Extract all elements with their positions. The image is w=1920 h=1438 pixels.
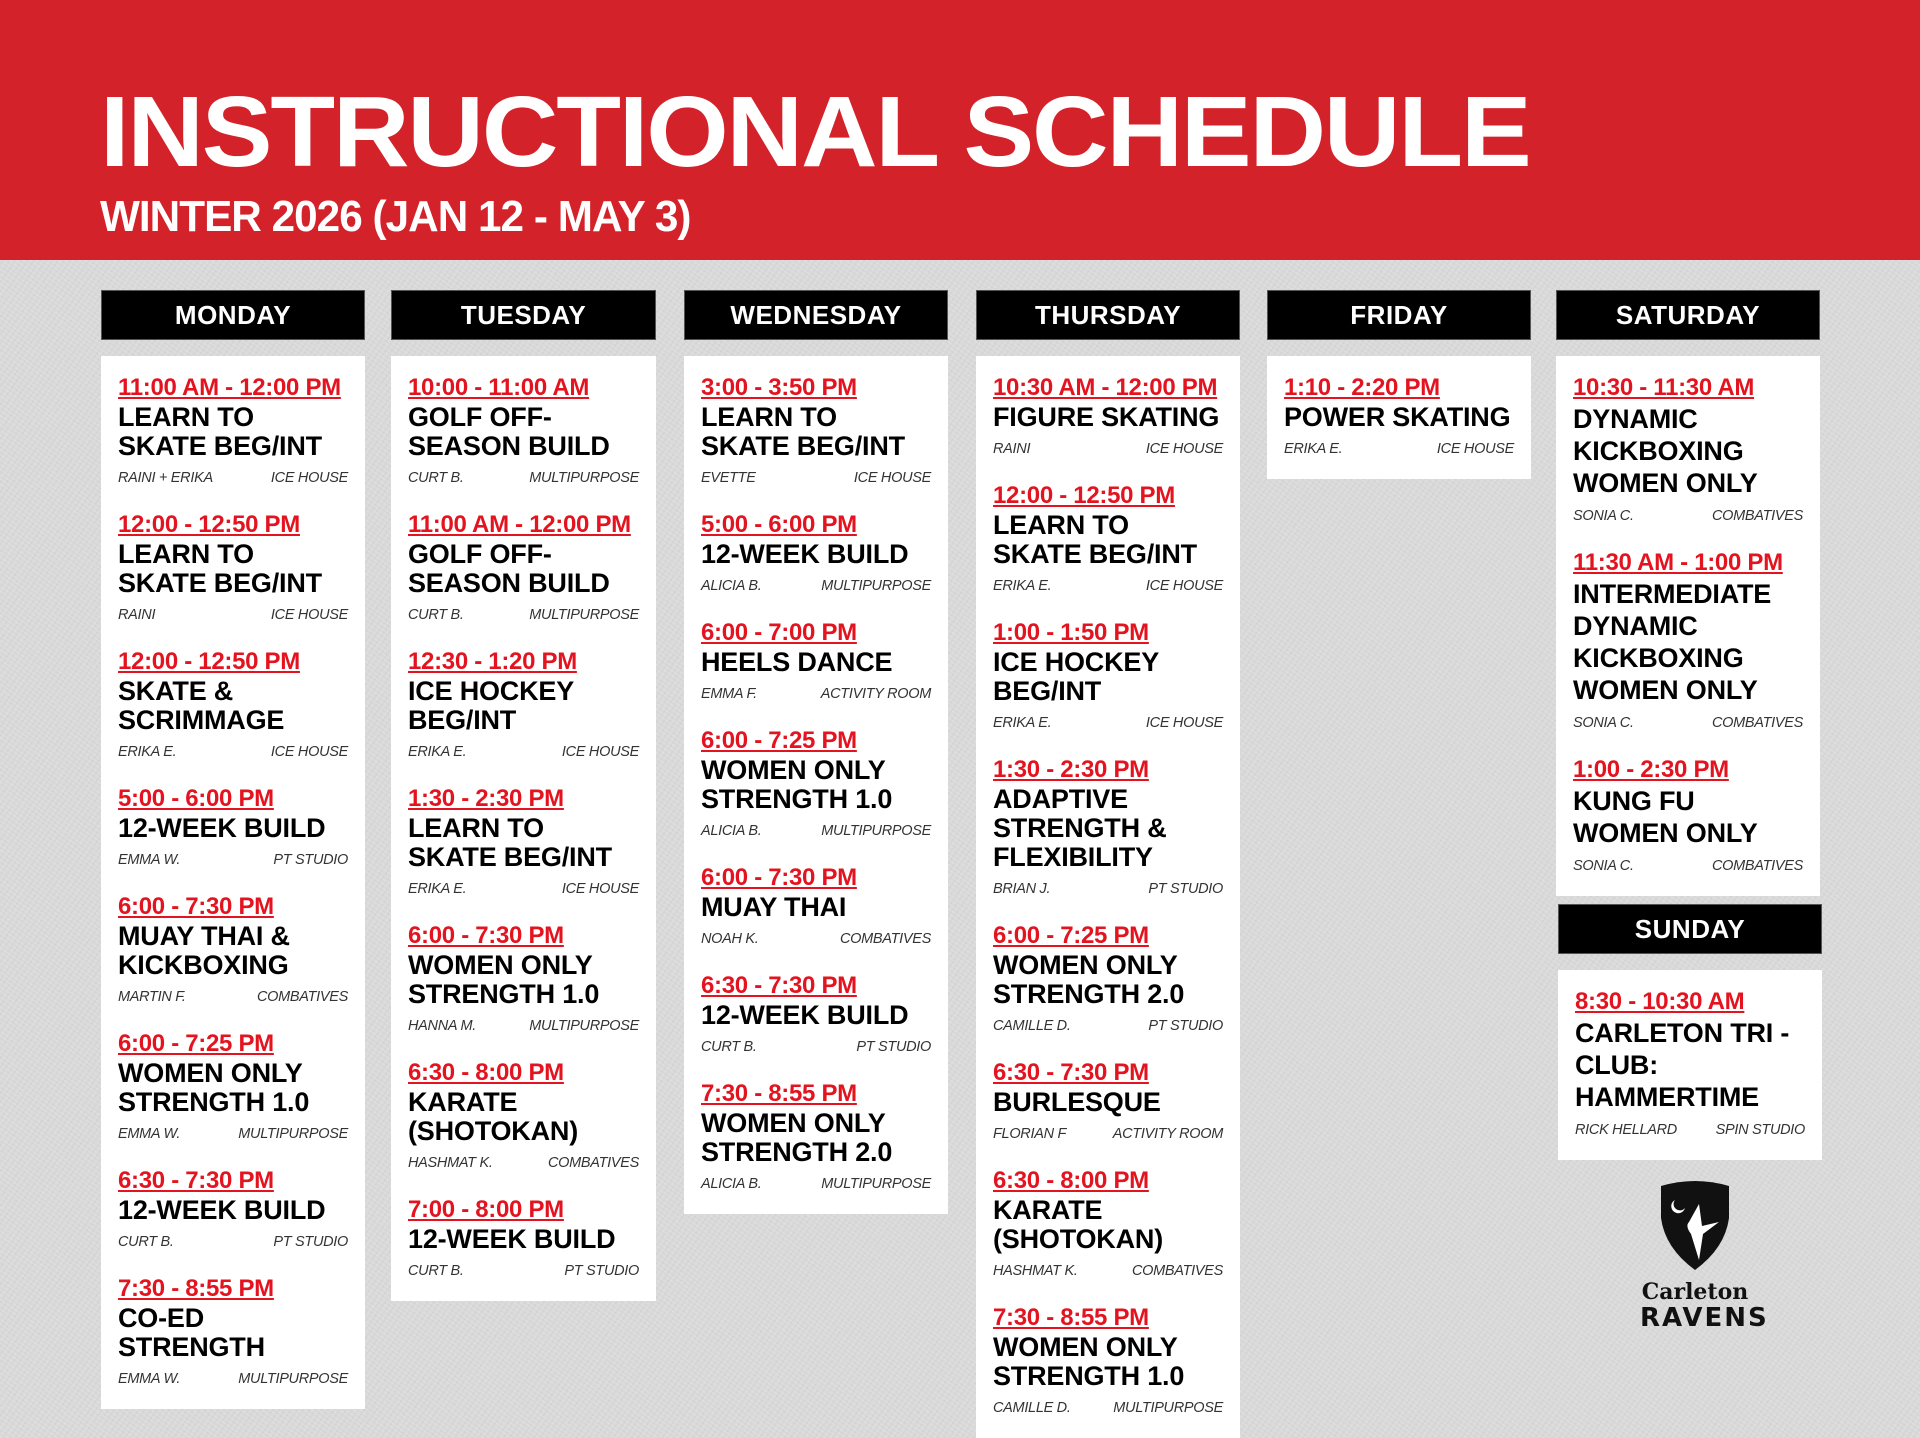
class-meta (993, 1263, 1223, 1279)
class-time: 7:00 - 8:00 PM (408, 1196, 564, 1223)
class-entry (993, 619, 1223, 731)
class-entry (408, 785, 639, 897)
class-entry (408, 922, 639, 1034)
class-time: 7:30 - 8:55 PM (993, 1304, 1149, 1331)
class-time: 11:00 AM - 12:00 PM (408, 511, 631, 538)
class-meta (701, 1039, 931, 1055)
class-entry (118, 1275, 348, 1387)
class-location: ICE HOUSE (1145, 715, 1223, 731)
class-name: MUAY THAI (701, 892, 847, 922)
class-name: CO-ED STRENGTH (118, 1303, 265, 1362)
class-name: WOMEN ONLY STRENGTH 2.0 (993, 950, 1185, 1009)
class-meta (118, 607, 348, 623)
class-entry (993, 374, 1223, 457)
class-meta (1573, 508, 1803, 524)
class-time: 6:00 - 7:25 PM (993, 922, 1149, 949)
column-wednesday (684, 290, 948, 1214)
class-instructor: HASHMAT K. (408, 1155, 493, 1171)
class-meta (701, 931, 931, 947)
class-meta (993, 578, 1223, 594)
class-location: PT STUDIO (273, 1234, 348, 1250)
class-location: MULTIPURPOSE (238, 1371, 348, 1387)
class-name: LEARN TO SKATE BEG/INT (118, 402, 322, 461)
class-time: 10:30 - 11:30 AM (1573, 374, 1755, 401)
class-instructor: SONIA C. (1573, 858, 1634, 874)
class-meta (993, 441, 1223, 457)
class-meta (408, 1263, 639, 1279)
class-name: KARATE (SHOTOKAN) (993, 1195, 1163, 1254)
class-time: 12:00 - 12:50 PM (993, 482, 1175, 509)
class-time: 3:00 - 3:50 PM (701, 374, 857, 401)
class-meta (408, 1018, 639, 1034)
class-entry (993, 1167, 1223, 1279)
class-name: WOMEN ONLY STRENGTH 2.0 (701, 1108, 893, 1167)
class-location: MULTIPURPOSE (821, 823, 931, 839)
class-entry (701, 619, 931, 702)
class-location: ICE HOUSE (1436, 441, 1514, 457)
class-location: ICE HOUSE (1145, 441, 1223, 457)
class-instructor: EMMA F. (701, 686, 757, 702)
class-list-monday (101, 356, 365, 1409)
class-entry (993, 1304, 1223, 1416)
class-location: MULTIPURPOSE (529, 1018, 639, 1034)
class-time: 1:30 - 2:30 PM (993, 756, 1149, 783)
class-name: 12-WEEK BUILD (701, 539, 909, 569)
class-instructor: RAINI (993, 441, 1031, 457)
class-list-saturday (1556, 356, 1820, 896)
header-banner (0, 0, 1920, 260)
class-meta (701, 578, 931, 594)
class-time: 1:10 - 2:20 PM (1284, 374, 1440, 401)
day-header-saturday: SATURDAY (1556, 290, 1820, 340)
class-entry (1284, 374, 1514, 457)
class-location: ACTIVITY ROOM (1112, 1126, 1223, 1142)
class-location: ICE HOUSE (270, 607, 348, 623)
class-name: WOMEN ONLY STRENGTH 1.0 (701, 755, 893, 814)
class-name: GOLF OFF-SEASON BUILD (408, 539, 610, 598)
class-time: 6:30 - 7:30 PM (993, 1059, 1149, 1086)
class-meta (1284, 441, 1514, 457)
class-entry (993, 1059, 1223, 1142)
class-instructor: CURT B. (118, 1234, 174, 1250)
class-instructor: CAMILLE D. (993, 1400, 1071, 1416)
day-header-wednesday: WEDNESDAY (684, 290, 948, 340)
class-name: 12-WEEK BUILD (701, 1000, 909, 1030)
class-location: PT STUDIO (856, 1039, 931, 1055)
class-meta (118, 989, 348, 1005)
class-entry (1573, 374, 1803, 524)
class-meta (701, 470, 931, 486)
class-instructor: ERIKA E. (118, 744, 177, 760)
class-instructor: NOAH K. (701, 931, 759, 947)
class-location: SPIN STUDIO (1715, 1122, 1805, 1138)
class-location: ICE HOUSE (561, 744, 639, 760)
class-entry (408, 1059, 639, 1171)
class-location: PT STUDIO (273, 852, 348, 868)
class-instructor: RAINI + ERIKA (118, 470, 213, 486)
class-entry (701, 972, 931, 1055)
class-name: LEARN TO SKATE BEG/INT (408, 813, 612, 872)
class-name: INTERMEDIATE DYNAMIC KICKBOXING WOMEN ONLY (1573, 579, 1772, 705)
class-name: LEARN TO SKATE BEG/INT (118, 539, 322, 598)
class-name: 12-WEEK BUILD (118, 1195, 326, 1225)
class-entry (118, 893, 348, 1005)
class-time: 1:30 - 2:30 PM (408, 785, 564, 812)
class-instructor: BRIAN J. (993, 881, 1051, 897)
class-name: LEARN TO SKATE BEG/INT (701, 402, 905, 461)
class-time: 1:00 - 2:30 PM (1573, 756, 1729, 783)
class-time: 11:00 AM - 12:00 PM (118, 374, 341, 401)
class-name: ICE HOCKEY BEG/INT (408, 676, 574, 735)
class-entry (1573, 756, 1803, 874)
class-location: COMBATIVES (1712, 858, 1803, 874)
class-location: ACTIVITY ROOM (820, 686, 931, 702)
class-name: ICE HOCKEY BEG/INT (993, 647, 1159, 706)
column-sunday (1558, 904, 1822, 1160)
class-location: ICE HOUSE (561, 881, 639, 897)
class-meta (993, 881, 1223, 897)
class-instructor: HANNA M. (408, 1018, 476, 1034)
day-header-thursday: THURSDAY (976, 290, 1240, 340)
class-meta (993, 1400, 1223, 1416)
class-time: 6:30 - 7:30 PM (701, 972, 857, 999)
class-meta (1573, 715, 1803, 731)
day-header-tuesday: TUESDAY (391, 290, 656, 340)
column-thursday (976, 290, 1240, 1438)
class-time: 12:00 - 12:50 PM (118, 648, 300, 675)
class-name: DYNAMIC KICKBOXING WOMEN ONLY (1573, 404, 1758, 498)
class-name: 12-WEEK BUILD (118, 813, 326, 843)
class-meta (701, 823, 931, 839)
season-subtitle: WINTER 2026 (JAN 12 - MAY 3) (100, 192, 691, 241)
class-time: 6:00 - 7:30 PM (701, 864, 857, 891)
class-meta (118, 1371, 348, 1387)
class-location: COMBATIVES (1132, 1263, 1223, 1279)
class-location: PT STUDIO (1148, 1018, 1223, 1034)
class-meta (408, 881, 639, 897)
class-meta (118, 1126, 348, 1142)
class-location: MULTIPURPOSE (821, 578, 931, 594)
class-entry (701, 1080, 931, 1192)
class-name: 12-WEEK BUILD (408, 1224, 616, 1254)
class-entry (701, 864, 931, 947)
class-location: ICE HOUSE (1145, 578, 1223, 594)
column-tuesday (391, 290, 656, 1301)
class-name: ADAPTIVE STRENGTH & FLEXIBILITY (993, 784, 1167, 872)
class-time: 6:00 - 7:25 PM (118, 1030, 274, 1057)
class-instructor: EMMA W. (118, 1371, 181, 1387)
class-list-tuesday (391, 356, 656, 1301)
class-location: COMBATIVES (257, 989, 348, 1005)
column-friday (1267, 290, 1531, 479)
class-location: ICE HOUSE (270, 744, 348, 760)
class-meta (993, 1126, 1223, 1142)
class-entry (408, 1196, 639, 1279)
class-meta (993, 1018, 1223, 1034)
class-name: WOMEN ONLY STRENGTH 1.0 (118, 1058, 310, 1117)
class-location: COMBATIVES (1712, 715, 1803, 731)
class-name: WOMEN ONLY STRENGTH 1.0 (408, 950, 600, 1009)
class-instructor: RAINI (118, 607, 156, 623)
class-location: ICE HOUSE (270, 470, 348, 486)
class-meta (408, 607, 639, 623)
class-meta (408, 744, 639, 760)
logo-text-ravens: RAVENS (1640, 1303, 1769, 1333)
class-location: MULTIPURPOSE (1113, 1400, 1223, 1416)
class-location: MULTIPURPOSE (529, 470, 639, 486)
class-meta (118, 852, 348, 868)
class-entry (701, 511, 931, 594)
class-time: 6:00 - 7:30 PM (118, 893, 274, 920)
class-location: COMBATIVES (548, 1155, 639, 1171)
class-time: 7:30 - 8:55 PM (118, 1275, 274, 1302)
class-instructor: ALICIA B. (701, 823, 762, 839)
class-instructor: RICK HELLARD (1575, 1122, 1677, 1138)
class-meta (993, 715, 1223, 731)
class-entry (118, 648, 348, 760)
class-time: 7:30 - 8:55 PM (701, 1080, 857, 1107)
class-name: LEARN TO SKATE BEG/INT (993, 510, 1197, 569)
class-name: KUNG FU WOMEN ONLY (1573, 786, 1758, 848)
class-entry (118, 1167, 348, 1250)
class-entry (701, 374, 931, 486)
class-entry (118, 1030, 348, 1142)
class-time: 12:00 - 12:50 PM (118, 511, 300, 538)
page-title: INSTRUCTIONAL SCHEDULE (100, 76, 1530, 188)
class-instructor: CAMILLE D. (993, 1018, 1071, 1034)
class-time: 1:00 - 1:50 PM (993, 619, 1149, 646)
day-header-friday: FRIDAY (1267, 290, 1531, 340)
class-entry (408, 374, 639, 486)
class-entry (1575, 988, 1805, 1138)
column-saturday (1556, 290, 1820, 896)
class-location: COMBATIVES (1712, 508, 1803, 524)
class-instructor: SONIA C. (1573, 508, 1634, 524)
class-instructor: EMMA W. (118, 1126, 181, 1142)
logo-text-carleton: Carleton (1641, 1279, 1749, 1305)
class-instructor: ERIKA E. (408, 744, 467, 760)
class-name: FIGURE SKATING (993, 402, 1220, 432)
class-time: 10:00 - 11:00 AM (408, 374, 590, 401)
class-instructor: ERIKA E. (1284, 441, 1343, 457)
class-time: 8:30 - 10:30 AM (1575, 988, 1745, 1015)
class-entry (118, 785, 348, 868)
class-meta (1573, 858, 1803, 874)
class-meta (701, 1176, 931, 1192)
class-name: CARLETON TRI - CLUB: HAMMERTIME (1575, 1018, 1790, 1112)
class-name: POWER SKATING (1284, 402, 1511, 432)
class-name: HEELS DANCE (701, 647, 893, 677)
class-time: 11:30 AM - 1:00 PM (1573, 549, 1783, 576)
class-instructor: CURT B. (408, 1263, 464, 1279)
class-instructor: CURT B. (408, 607, 464, 623)
class-instructor: ERIKA E. (993, 715, 1052, 731)
class-time: 5:00 - 6:00 PM (118, 785, 274, 812)
class-list-wednesday (684, 356, 948, 1214)
class-instructor: ALICIA B. (701, 1176, 762, 1192)
class-location: PT STUDIO (564, 1263, 639, 1279)
class-name: BURLESQUE (993, 1087, 1161, 1117)
class-list-friday (1267, 356, 1531, 479)
class-meta (118, 744, 348, 760)
class-location: ICE HOUSE (853, 470, 931, 486)
carleton-ravens-logo (1640, 1178, 1769, 1333)
class-meta (118, 470, 348, 486)
class-name: SKATE & SCRIMMAGE (118, 676, 285, 735)
class-meta (408, 470, 639, 486)
class-instructor: SONIA C. (1573, 715, 1634, 731)
class-instructor: EVETTE (701, 470, 756, 486)
class-entry (993, 922, 1223, 1034)
class-instructor: ALICIA B. (701, 578, 762, 594)
class-instructor: ERIKA E. (408, 881, 467, 897)
class-list-sunday (1558, 970, 1822, 1160)
class-instructor: CURT B. (701, 1039, 757, 1055)
class-instructor: EMMA W. (118, 852, 181, 868)
class-entry (408, 511, 639, 623)
class-time: 6:30 - 8:00 PM (408, 1059, 564, 1086)
class-meta (118, 1234, 348, 1250)
class-meta (1575, 1122, 1805, 1138)
class-entry (118, 511, 348, 623)
class-instructor: ERIKA E. (993, 578, 1052, 594)
class-time: 6:00 - 7:00 PM (701, 619, 857, 646)
class-location: COMBATIVES (840, 931, 931, 947)
class-meta (701, 686, 931, 702)
class-entry (118, 374, 348, 486)
class-meta (408, 1155, 639, 1171)
class-time: 12:30 - 1:20 PM (408, 648, 577, 675)
class-entry (993, 756, 1223, 897)
class-time: 6:00 - 7:30 PM (408, 922, 564, 949)
class-entry (408, 648, 639, 760)
class-time: 6:00 - 7:25 PM (701, 727, 857, 754)
class-location: PT STUDIO (1148, 881, 1223, 897)
class-location: MULTIPURPOSE (238, 1126, 348, 1142)
class-time: 6:30 - 7:30 PM (118, 1167, 274, 1194)
class-time: 5:00 - 6:00 PM (701, 511, 857, 538)
class-time: 6:30 - 8:00 PM (993, 1167, 1149, 1194)
class-name: MUAY THAI & KICKBOXING (118, 921, 290, 980)
day-header-sunday: SUNDAY (1558, 904, 1822, 954)
column-monday (101, 290, 365, 1409)
class-location: MULTIPURPOSE (529, 607, 639, 623)
class-time: 10:30 AM - 12:00 PM (993, 374, 1218, 401)
class-entry (701, 727, 931, 839)
class-name: WOMEN ONLY STRENGTH 1.0 (993, 1332, 1185, 1391)
class-instructor: MARTIN F. (118, 989, 186, 1005)
class-instructor: HASHMAT K. (993, 1263, 1078, 1279)
day-header-monday: MONDAY (101, 290, 365, 340)
class-name: KARATE (SHOTOKAN) (408, 1087, 578, 1146)
class-name: GOLF OFF-SEASON BUILD (408, 402, 610, 461)
class-instructor: CURT B. (408, 470, 464, 486)
class-list-thursday (976, 356, 1240, 1438)
class-instructor: FLORIAN F (993, 1126, 1067, 1142)
class-location: MULTIPURPOSE (821, 1176, 931, 1192)
class-entry (993, 482, 1223, 594)
ravens-shield-icon (1655, 1178, 1735, 1273)
class-entry (1573, 549, 1803, 731)
